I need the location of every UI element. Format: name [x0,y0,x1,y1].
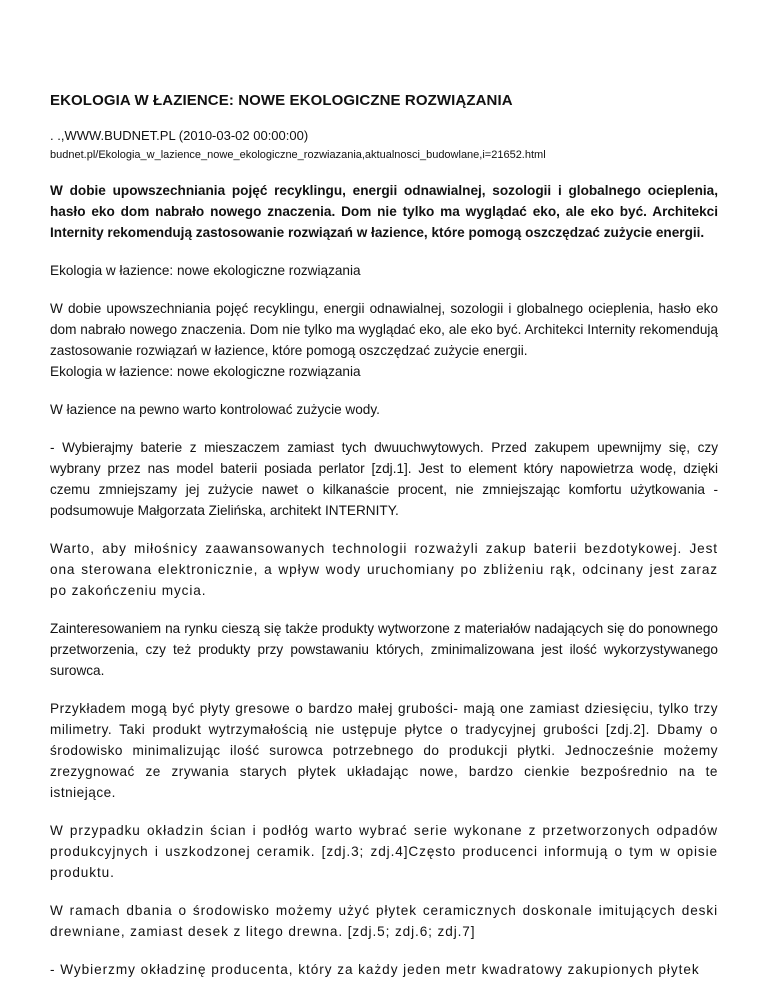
paragraph-producer: - Wybierzmy okładzinę producenta, który za każdy jeden metr kwadratowy zakupionych płytek [50,962,700,977]
paragraph-water: W łazience na pewno warto kontrolować zużycie wody. [50,402,380,417]
paragraph-cladding: W przypadku okładzin ścian i podłóg warto wybrać serie wykonane z przetworzonych odpadów produkcyjnych i uszkodzonej ceramik. [zdj.3; zdj.4]Często producenci informują o tym w opisie produktu. [50,823,718,880]
document-page [50,92,718,980]
article-url: budnet.pl/Ekologia_w_lazience_nowe_ekologiczne_rozwiazania,aktualnosci_budowlane,i=21652.html [50,149,546,161]
paragraph-touchless: Warto, aby miłośnicy zaawansowanych technologii rozważyli zakup baterii bezdotykowej. Jest ona sterowana elektronicznie, a wpływ wody uruchomiany po zbliżeniu rąk, odcinany jest zaraz po zakończeniu mycia. [50,541,718,598]
paragraph-recycled: Zainteresowaniem na rynku cieszą się także produkty wytworzone z materiałów nadających się do ponownego przetworzenia, czy też produkty przy powstawaniu których, zminimalizowana jest ilość wykorzystywanego surowca. [50,621,718,678]
paragraph-tiles: Przykładem mogą być płyty gresowe o bardzo małej grubości- mają one zamiast dziesięciu, tylko trzy milimetry. Taki produkt wytrzymałością nie ustępuje płytce o tradycyjnej grubości [zdj.2]. Dbamy o środowisko minimalizując ilość surowca potrzebnego do produkcji płytki. Jednocześnie możemy zrezygnować ze zrywania starych płytek układając nowe, bardzo cienkie bezpośrednio na te istniejące. [50,701,718,800]
article-subtitle-repeat: Ekologia w łazience: nowe ekologiczne rozwiązania [50,364,361,379]
article-lead: W dobie upowszechniania pojęć recyklingu, energii odnawialnej, sozologii i globalnego ocieplenia, hasło eko dom nabrało nowego znaczenia. Dom nie tylko ma wyglądać eko, ale eko być. Architekci Internity rekomendują zastosowanie rozwiązań w łazience, które pomogą oszczędzać zużycie energii. [50,183,718,240]
paragraph-faucets: - Wybierajmy baterie z mieszaczem zamiast tych dwuuchwytowych. Przed zakupem upewnijmy się, czy wybrany przez nas model baterii posiada perlator [zdj.1]. Jest to element który napowietrza wodę, dzięki czemu zmniejszamy jej zużycie nawet o kilkanaście procent, nie zmniejszając komfortu użytkowania - podsumowuje Małgorzata Zielińska, architekt INTERNITY. [50,440,718,518]
article-intro: W dobie upowszechniania pojęć recyklingu, energii odnawialnej, sozologii i globalnego ocieplenia, hasło eko dom nabrało nowego znaczenia. Dom nie tylko ma wyglądać eko, ale eko być. Architekci Internity rekomendują zastosowanie rozwiązań w łazience, które pomogą oszczędzać zużycie energii. [50,301,718,358]
article-subtitle: Ekologia w łazience: nowe ekologiczne rozwiązania [50,263,361,278]
article-title: EKOLOGIA W ŁAZIENCE: NOWE EKOLOGICZNE ROZWIĄZANIA [50,92,513,109]
article-source: . .,WWW.BUDNET.PL (2010-03-02 00:00:00) [50,128,309,143]
paragraph-wood: W ramach dbania o środowisko możemy użyć płytek ceramicznych doskonale imitujących deski drewniane, zamiast desek z litego drewna. [zdj.5; zdj.6; zdj.7] [50,903,718,939]
